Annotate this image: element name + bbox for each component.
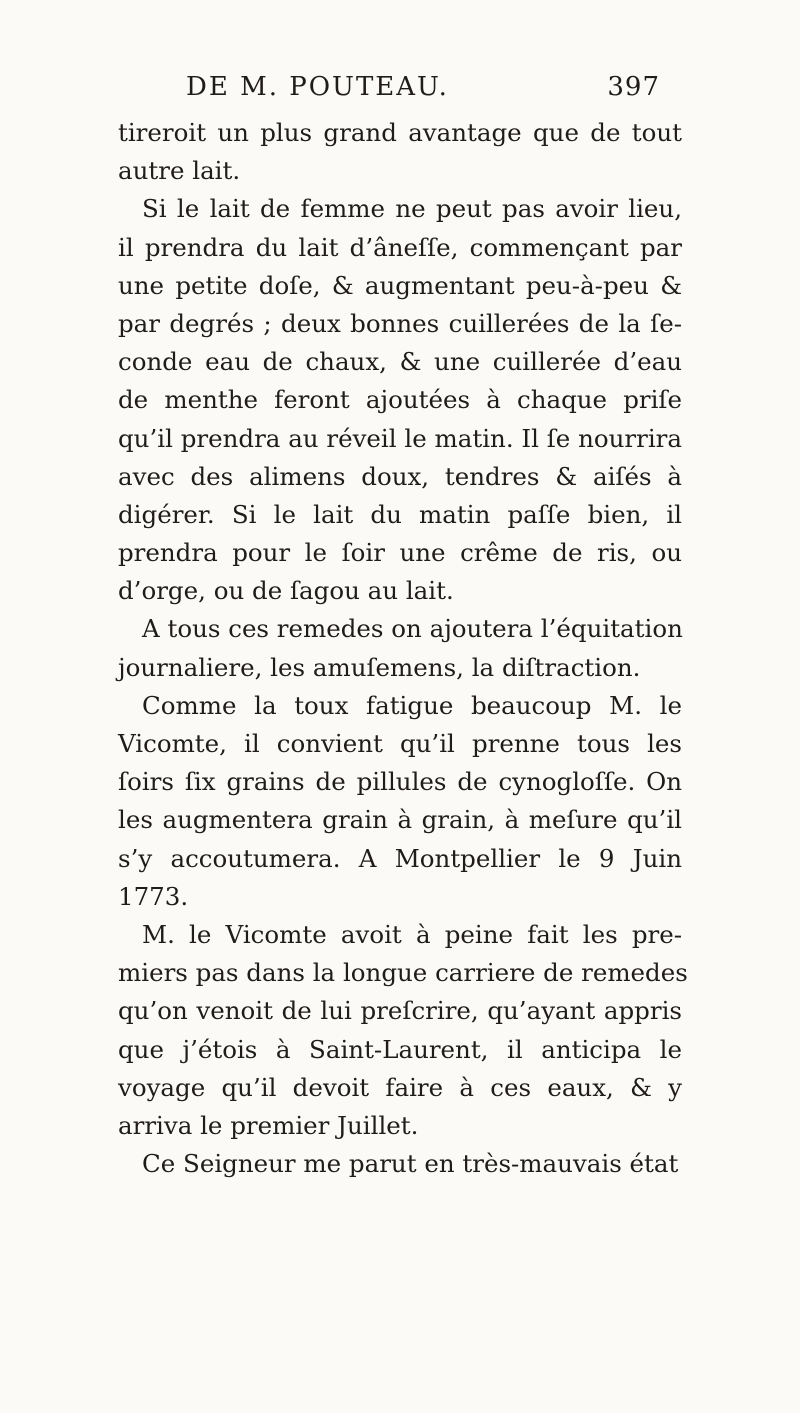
text-line: conde eau de chaux, & une cuillerée d’eau [118, 347, 682, 377]
text-line: prendra pour le ſoir une crême de ris, ou [118, 538, 682, 568]
text-line: s’y accoutumera. A Montpellier le 9 Juin [118, 843, 682, 873]
text-line: une petite doſe, & augmentant peu-à-peu & [118, 270, 682, 300]
text-line: arriva le premier Juillet. [118, 1110, 419, 1140]
text-line: voyage qu’il devoit faire à ces eaux, & y [118, 1072, 682, 1102]
running-title: DE M. POUTEAU. [186, 72, 449, 102]
running-head [140, 72, 660, 112]
text-line: journaliere, les amuſemens, la diſtraction. [118, 652, 641, 682]
text-line: qu’il prendra au réveil le matin. Il ſe nourrira [118, 423, 682, 453]
text-line: M. le Vicomte avoit à peine fait les pre- [142, 919, 682, 949]
text-line: autre lait. [118, 156, 241, 186]
text-line: par degrés ; deux bonnes cuillerées de la ſe- [118, 308, 682, 338]
text-line: A tous ces remedes on ajoutera l’équitation [142, 614, 683, 644]
text-line: miers pas dans la longue carriere de remedes [118, 958, 688, 988]
text-line: digérer. Si le lait du matin paſſe bien, il [118, 499, 682, 529]
text-line: de menthe feront ajoutées à chaque priſe [118, 385, 682, 415]
body-text [118, 114, 688, 1183]
text-line: les augmentera grain à grain, à meſure qu’il [118, 805, 682, 835]
text-line: Comme la toux fatigue beaucoup M. le [142, 690, 682, 720]
text-line: que j’étois à Saint-Laurent, il anticipa le [118, 1034, 682, 1064]
text-line: avec des alimens doux, tendres & aiſés à [118, 461, 682, 491]
text-line: qu’on venoit de lui preſcrire, qu’ayant appris [118, 996, 682, 1026]
page-number: 397 [607, 72, 660, 102]
text-line: 1773. [118, 881, 189, 911]
text-line: Ce Seigneur me parut en très-mauvais état [142, 1149, 679, 1179]
text-line: Si le lait de femme ne peut pas avoir lieu, [142, 194, 682, 224]
text-line: Vicomte, il convient qu’il prenne tous les [118, 729, 682, 758]
text-line: ſoirs ſix grains de pillules de cynogloſſe. On [118, 767, 682, 797]
text-line: il prendra du lait d’âneſſe, commençant par [118, 232, 682, 262]
text-line: tireroit un plus grand avantage que de tout [118, 118, 682, 147]
text-line: d’orge, ou de ſagou au lait. [118, 576, 454, 606]
